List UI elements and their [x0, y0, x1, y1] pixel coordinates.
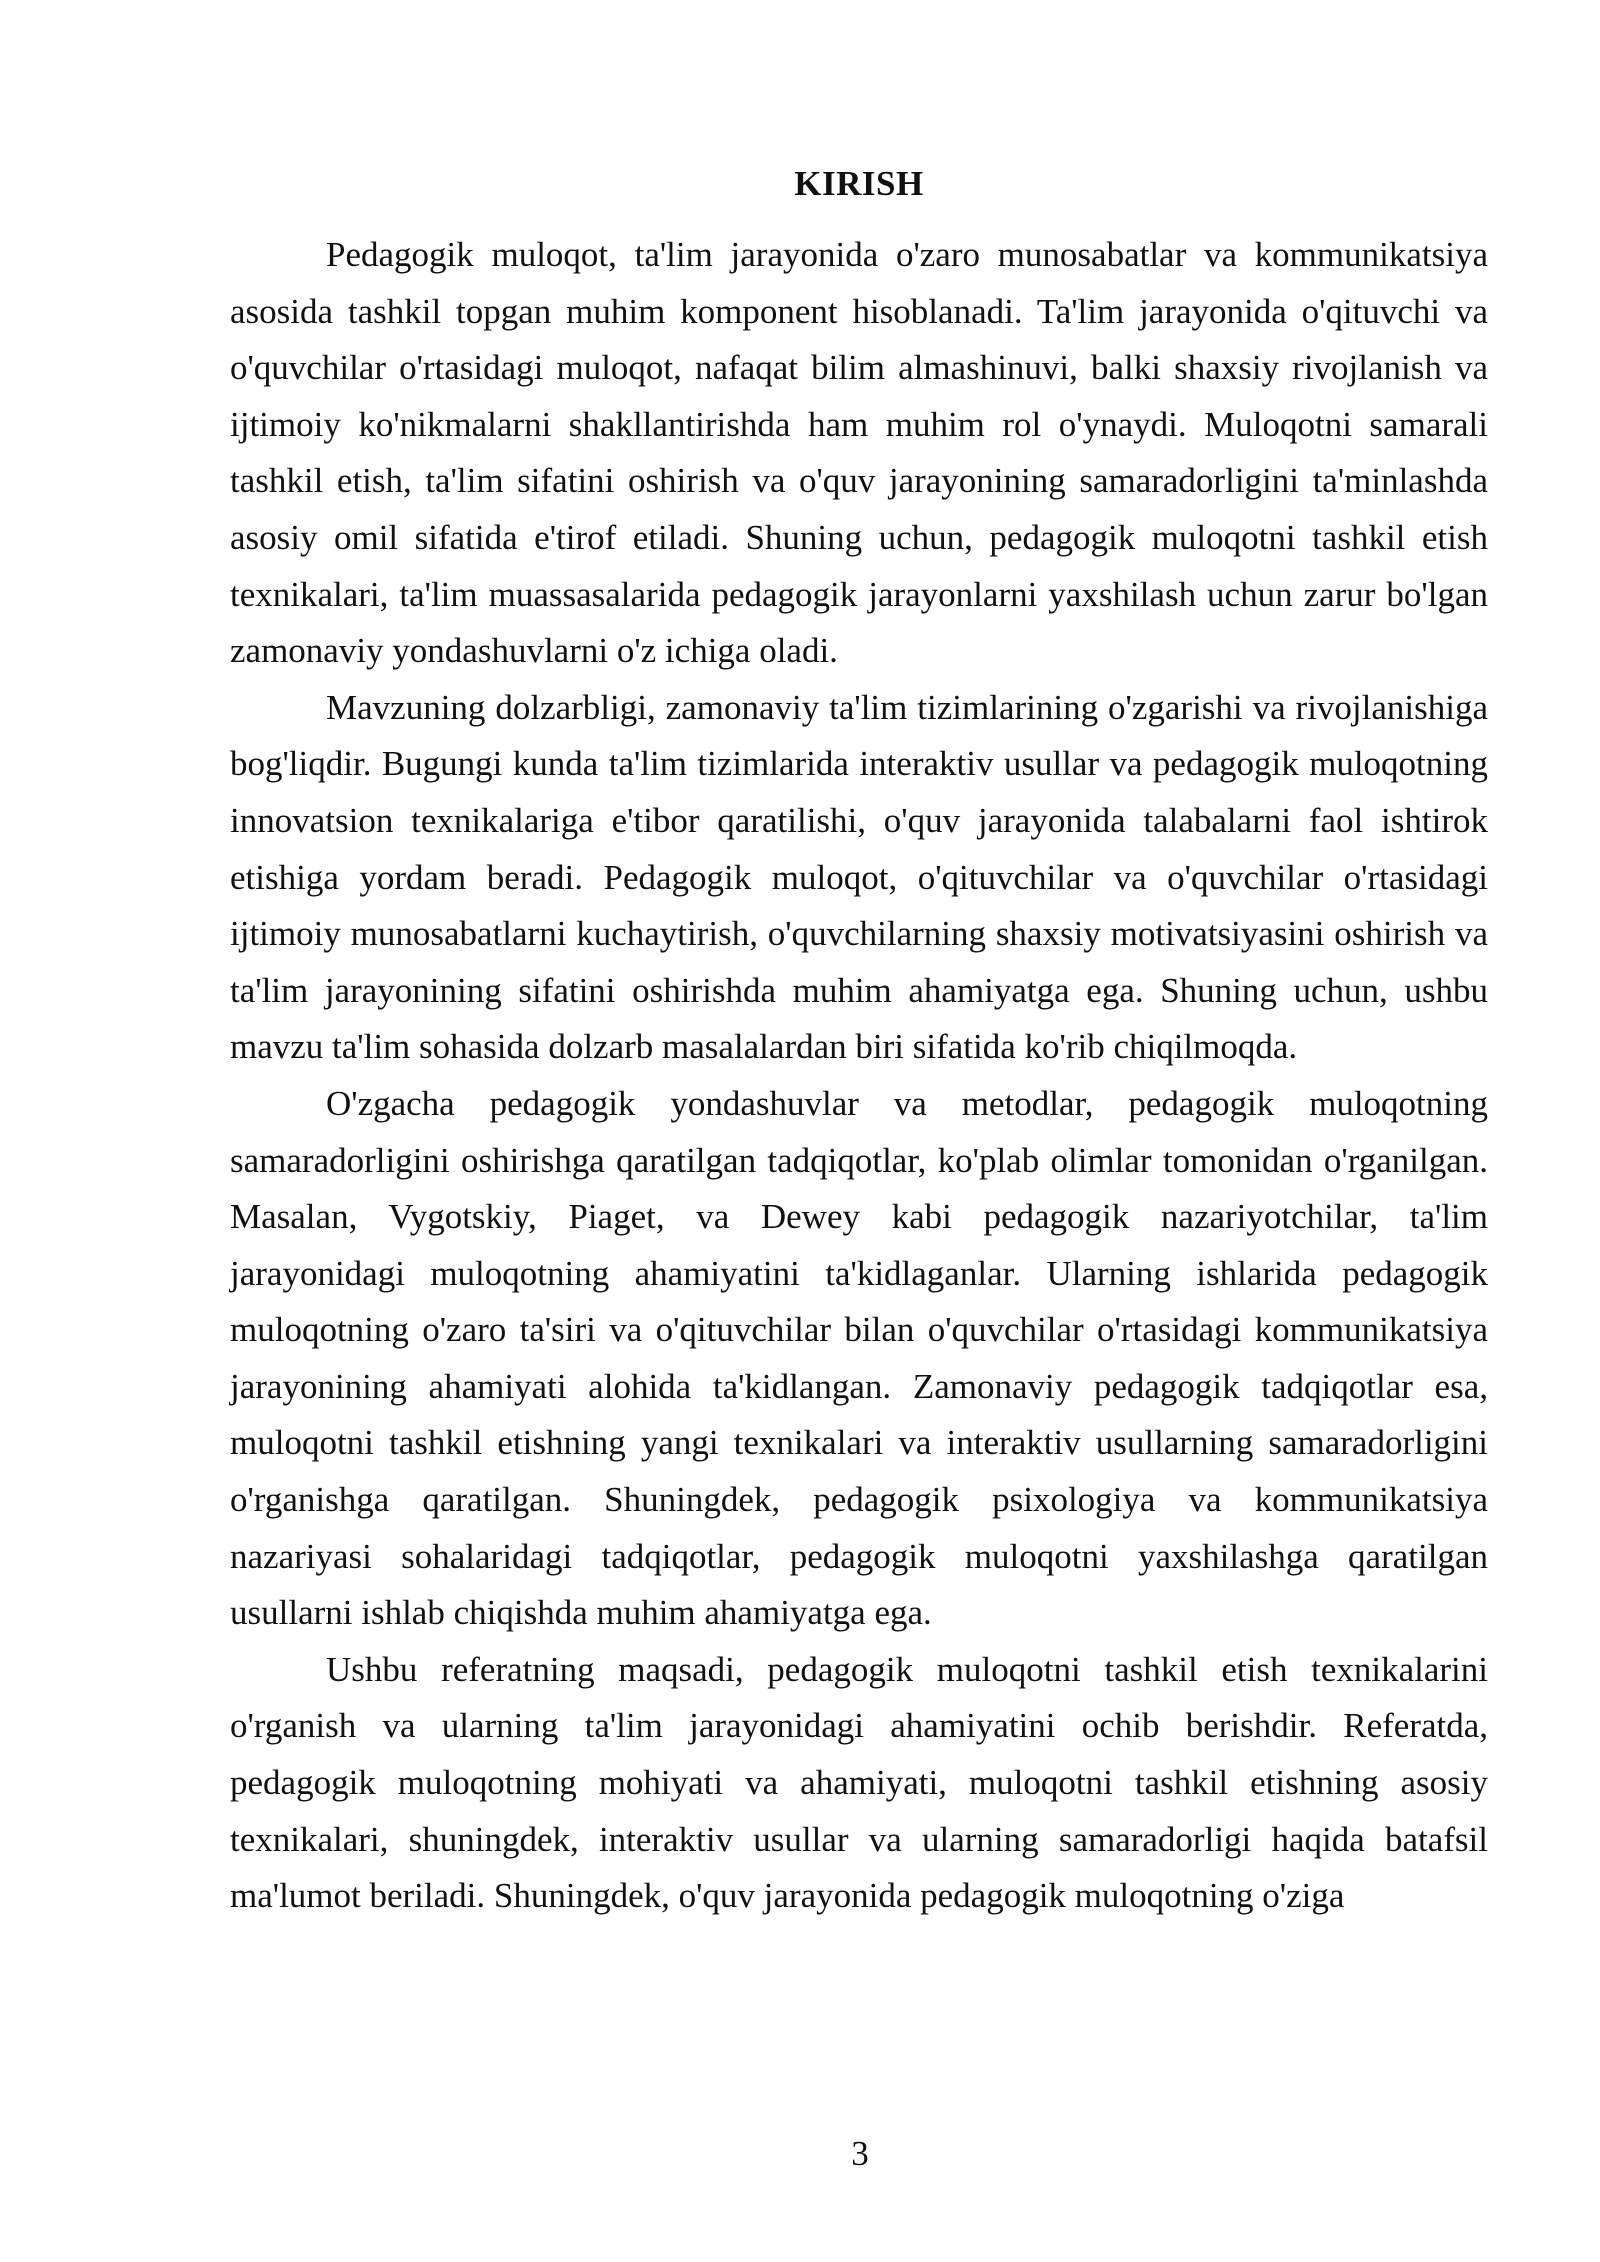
- section-heading: KIRISH: [794, 164, 924, 203]
- paragraph-literature: O'zgacha pedagogik yondashuvlar va metodlar, pedagogik muloqotning samaradorligini oshirishga qaratilgan tadqiqotlar, ko'plab olimlar tomonidan o'rganilgan. Masalan, Vygotskiy, Piaget, va Dewey kabi pedagogik nazariyotchilar, ta'lim jarayonidagi muloqotning ahamiyatini ta'kidlaganlar. Ularning ishlarida pedagogik muloqotning o'zaro ta'siri va o'qituvchilar bilan o'quvchilar o'rtasidagi kommunikatsiya jarayonining ahamiyati alohida ta'kidlangan. Zamonaviy pedagogik tadqiqotlar esa, muloqotni tashkil etishning yangi texnikalari va interaktiv usullarning samaradorligini o'rganishga qaratilgan. Shuningdek, pedagogik psixologiya va kommunikatsiya nazariyasi sohalaridagi tadqiqotlar, pedagogik muloqotni yaxshilashga qaratilgan usullarni ishlab chiqishda muhim ahamiyatga ega.: [230, 1083, 1488, 1633]
- paragraph-aim: Ushbu referatning maqsadi, pedagogik muloqotni tashkil etish texnikalarini o'rganish va ularning ta'lim jarayonidagi ahamiyatini ochib berishdir. Referatda, pedagogik muloqotning mohiyati va ahamiyati, muloqotni tashkil etishning asosiy texnikalari, shuningdek, interaktiv usullar va ularning samaradorligi haqida batafsil ma'lumot beriladi. Shuningdek, o'quv jarayonida pedagogik muloqotning o'ziga: [230, 1649, 1488, 1916]
- page-number: 3: [851, 2134, 869, 2173]
- paragraph-relevance: Mavzuning dolzarbligi, zamonaviy ta'lim tizimlarining o'zgarishi va rivojlanishiga bog'liqdir. Bugungi kunda ta'lim tizimlarida interaktiv usullar va pedagogik muloqotning innovatsion texnikalariga e'tibor qaratilishi, o'quv jarayonida talabalarni faol ishtirok etishiga yordam beradi. Pedagogik muloqot, o'qituvchilar va o'quvchilar o'rtasidagi ijtimoiy munosabatlarni kuchaytirish, o'quvchilarning shaxsiy motivatsiyasini oshirish va ta'lim jarayonining sifatini oshirishda muhim ahamiyatga ega. Shuning uchun, ushbu mavzu ta'lim sohasida dolzarb masalalardan biri sifatida ko'rib chiqilmoqda.: [230, 687, 1488, 1067]
- page-body: [230, 156, 1488, 1925]
- paragraph-intro: Pedagogik muloqot, ta'lim jarayonida o'zaro munosabatlar va kommunikatsiya asosida tashkil topgan muhim komponent hisoblanadi. Ta'lim jarayonida o'qituvchi va o'quvchilar o'rtasidagi muloqot, nafaqat bilim almashinuvi, balki shaxsiy rivojlanish va ijtimoiy ko'nikmalarni shakllantirishda ham muhim rol o'ynaydi. Muloqotni samarali tashkil etish, ta'lim sifatini oshirish va o'quv jarayonining samaradorligini ta'minlashda asosiy omil sifatida e'tirof etiladi. Shuning uchun, pedagogik muloqotni tashkil etish texnikalari, ta'lim muassasalarida pedagogik jarayonlarni yaxshilash uchun zarur bo'lgan zamonaviy yondashuvlarni o'z ichiga oladi.: [230, 235, 1488, 671]
